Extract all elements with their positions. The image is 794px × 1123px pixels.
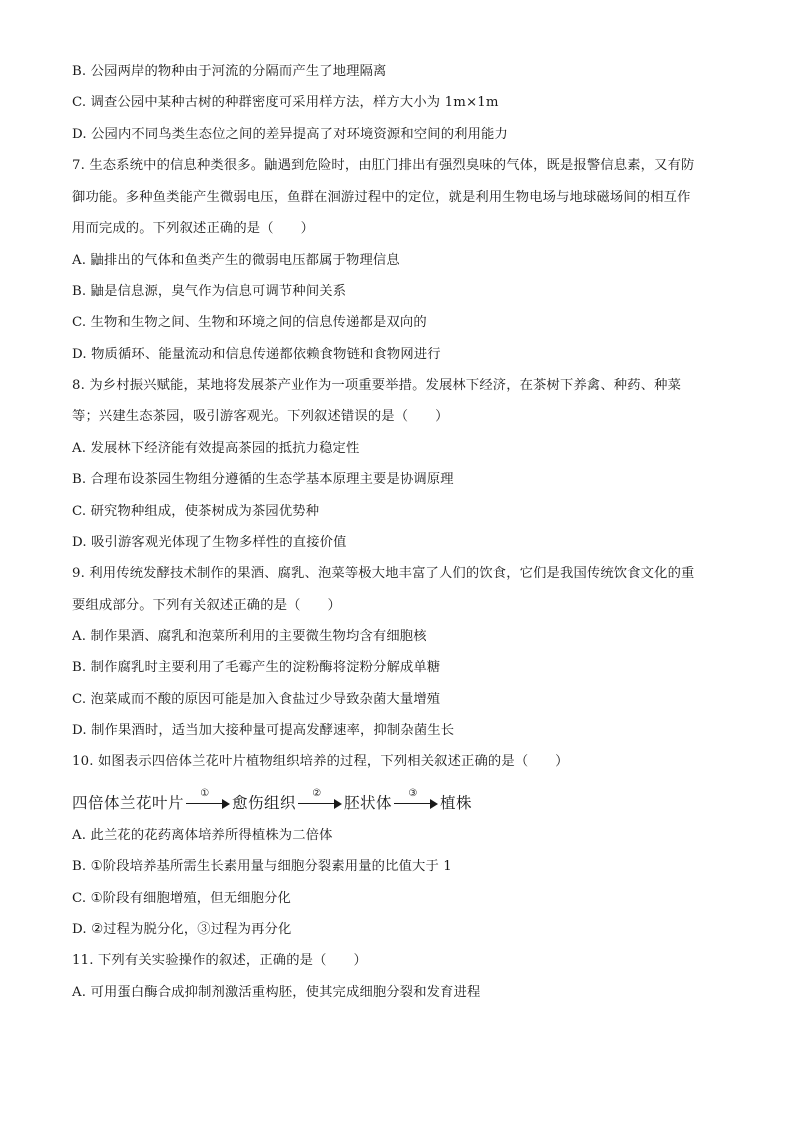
question-10-stem: 10. 如图表示四倍体兰花叶片植物组织培养的过程，下列相关叙述正确的是（ ） — [72, 754, 569, 769]
option-b-q8: B. 合理布设茶园生物组分遵循的生态学基本原理主要是协调原理 — [72, 472, 454, 487]
option-b-q10: B. ①阶段培养基所需生长素用量与细胞分裂素用量的比值大于 1 — [72, 859, 452, 874]
question-9-stem-line-1: 9. 利用传统发酵技术制作的果酒、腐乳、泡菜等极大地丰富了人们的饮食，它们是我国传统饮食文化的重 — [72, 566, 695, 581]
diagram-node-plant: 植株 — [440, 794, 473, 812]
step-3-label: ③ — [408, 788, 418, 799]
question-9-stem-line-2: 要组成部分。下列有关叙述正确的是（ ） — [72, 598, 341, 613]
arrow-step-3 — [394, 788, 438, 813]
option-c-q7: C. 生物和生物之间、生物和环境之间的信息传递都是双向的 — [72, 315, 427, 330]
option-c-q9: C. 泡菜咸而不酸的原因可能是加入食盐过少导致杂菌大量增殖 — [72, 692, 441, 707]
tissue-culture-flow-diagram — [72, 789, 472, 815]
option-b-q6: B. 公园两岸的物种由于河流的分隔而产生了地理隔离 — [72, 64, 387, 79]
question-11-stem: 11. 下列有关实验操作的叙述，正确的是（ ） — [72, 953, 367, 968]
question-8-stem-line-1: 8. 为乡村振兴赋能，某地将发展茶产业作为一项重要举措。发展林下经济，在茶树下养禽、种药、种菜 — [72, 378, 682, 393]
option-d-q8: D. 吸引游客观光体现了生物多样性的直接价值 — [72, 535, 347, 550]
arrow-step-1 — [186, 788, 230, 813]
option-a-q10: A. 此兰花的花药离体培养所得植株为二倍体 — [72, 828, 333, 843]
step-1-label: ① — [200, 788, 210, 799]
arrow-step-2 — [298, 788, 342, 813]
question-8-stem-line-2: 等；兴建生态茶园，吸引游客观光。下列叙述错误的是（ ） — [72, 409, 449, 424]
option-c-q8: C. 研究物种组成，使茶树成为茶园优势种 — [72, 504, 320, 519]
question-7-stem-line-1: 7. 生态系统中的信息种类很多。鼬遇到危险时，由肛门排出有强烈臭味的气体，既是报警信息素，又有防 — [72, 158, 695, 173]
option-c-q6: C. 调查公园中某种古树的种群密度可采用样方法，样方大小为 1m×1m — [72, 95, 499, 110]
option-b-q9: B. 制作腐乳时主要利用了毛霉产生的淀粉酶将淀粉分解成单糖 — [72, 660, 441, 675]
option-b-q7: B. 鼬是信息源，臭气作为信息可调节种间关系 — [72, 284, 347, 299]
diagram-node-callus: 愈伤组织 — [232, 794, 297, 812]
diagram-node-leaf: 四倍体兰花叶片 — [72, 794, 185, 812]
diagram-node-embryoid: 胚状体 — [344, 794, 393, 812]
option-a-q9: A. 制作果酒、腐乳和泡菜所利用的主要微生物均含有细胞核 — [72, 629, 427, 644]
option-d-q6: D. 公园内不同鸟类生态位之间的差异提高了对环境资源和空间的利用能力 — [72, 127, 508, 142]
step-2-label: ② — [312, 788, 322, 799]
option-a-q8: A. 发展林下经济能有效提高茶园的抵抗力稳定性 — [72, 441, 360, 456]
question-7-stem-line-3: 用而完成的。下列叙述正确的是（ ） — [72, 221, 315, 236]
option-d-q9: D. 制作果酒时，适当加大接种量可提高发酵速率，抑制杂菌生长 — [72, 723, 455, 738]
option-a-q7: A. 鼬排出的气体和鱼类产生的微弱电压都属于物理信息 — [72, 253, 400, 268]
option-c-q10: C. ①阶段有细胞增殖，但无细胞分化 — [72, 891, 291, 906]
option-d-q7: D. 物质循环、能量流动和信息传递都依赖食物链和食物网进行 — [72, 347, 441, 362]
question-7-stem-line-2: 御功能。多种鱼类能产生微弱电压，鱼群在洄游过程中的定位，就是利用生物电场与地球磁场间的相互作 — [72, 190, 691, 205]
option-d-q10: D. ②过程为脱分化，③过程为再分化 — [72, 922, 292, 937]
option-a-q11: A. 可用蛋白酶合成抑制剂激活重构胚，使其完成细胞分裂和发育进程 — [72, 985, 481, 1000]
